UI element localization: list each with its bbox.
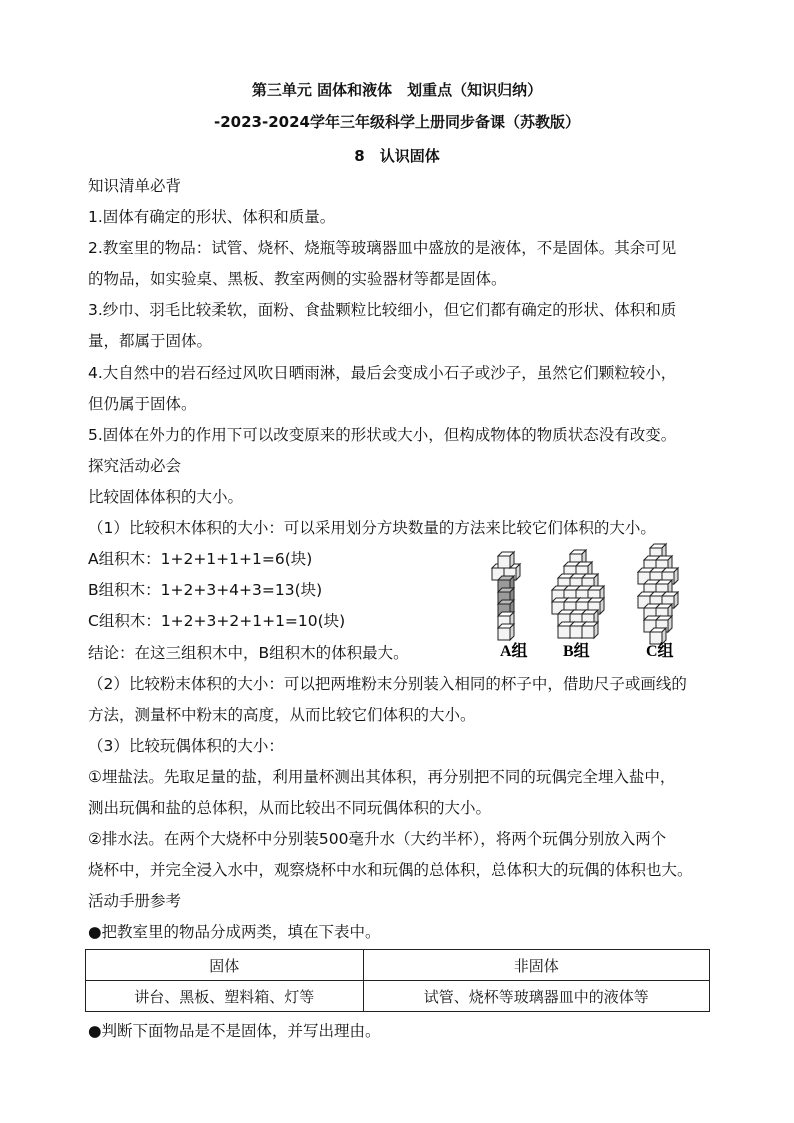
block-stack-a [492,552,520,640]
paragraph-line: 4.大自然中的岩石经过风吹日晒雨淋，最后会变成小石子或沙子，虽然它们颗粒较小， [88,364,677,382]
bullet-line: ●判断下面物品是不是固体，并写出理由。 [88,1022,381,1040]
caption-b: B组 [563,643,590,660]
block-groups-figure [486,540,708,660]
conclusion-line: 结论：在这三组积木中，B组积木的体积最大。 [88,644,409,662]
paragraph-line: （3）比较玩偶体积的大小： [88,737,284,755]
paragraph-line: （1）比较积木体积的大小：可以采用划分方块数量的方法来比较它们体积的大小。 [88,519,656,537]
course-subtitle: -2023-2024学年三年级科学上册同步备课（苏教版） [214,113,580,131]
paragraph-line: 的物品，如实验桌、黑板、教室两侧的实验器材等都是固体。 [88,270,507,288]
paragraph-line: 比较固体体积的大小。 [88,488,244,506]
paragraph-line: 方法，测量杯中粉末的高度，从而比较它们体积的大小。 [88,706,476,724]
paragraph-line: 3.纱巾、羽毛比较柔软，面粉、食盐颗粒比较细小，但它们都有确定的形状、体积和质 [88,301,677,319]
paragraph-line: 5.固体在外力的作用下可以改变原来的形状或大小，但构成物体的物质状态没有改变。 [88,426,677,444]
caption-a: A组 [500,643,528,660]
table-row [86,981,710,1012]
paragraph-line: 烧杯中，并完全浸入水中，观察烧杯中水和玩偶的总体积，总体积大的玩偶的体积也大。 [88,861,693,879]
classification-table [85,949,710,1012]
block-stack-b [552,550,604,638]
paragraph-line: ①埋盐法。先取足量的盐，利用量杯测出其体积，再分别把不同的玩偶完全埋入盐中， [88,768,676,786]
section-heading-workbook: 活动手册参考 [88,892,182,910]
bullet-line: ●把教室里的物品分成两类，填在下表中。 [88,923,381,941]
block-groups-illustration [486,540,708,660]
paragraph-line: 1.固体有确定的形状、体积和质量。 [88,208,336,226]
paragraph-line: 2.教室里的物品：试管、烧杯、烧瓶等玻璃器皿中盛放的是液体，不是固体。其余可见 [88,239,677,257]
table-header-row [86,950,710,981]
paragraph-line: 但仍属于固体。 [88,395,197,413]
caption-c: C组 [646,643,674,660]
paragraph-line: （2）比较粉末体积的大小：可以把两堆粉末分别装入相同的杯子中，借助尺子或画线的 [88,675,687,693]
block-group-c: C组积木：1+2+3+2+1+1=10(块) [88,612,346,630]
table-cell-solid: 讲台、黑板、塑料箱、灯等 [86,981,364,1012]
paragraph-line: 测出玩偶和盐的总体积，从而比较出不同玩偶体积的大小。 [88,799,492,817]
paragraph-line: 量，都属于固体。 [88,332,213,350]
paragraph-line: ②排水法。在两个大烧杯中分别装500毫升水（大约半杯），将两个玩偶分别放入两个 [88,830,667,848]
block-group-a: A组积木：1+2+1+1+1=6(块) [88,550,313,568]
section-heading-knowledge: 知识清单必背 [88,177,182,195]
unit-title: 第三单元 固体和液体 划重点（知识归纳） [251,81,543,99]
section-heading-activity: 探究活动必会 [88,457,182,475]
block-group-b: B组积木：1+2+3+4+3=13(块) [88,581,323,599]
block-stack-c [638,544,678,644]
table-header-non-solid: 非固体 [363,950,710,981]
table-cell-non-solid: 试管、烧杯等玻璃器皿中的液体等 [363,981,710,1012]
lesson-title: 8 认识固体 [354,147,440,165]
table-header-solid: 固体 [86,950,364,981]
